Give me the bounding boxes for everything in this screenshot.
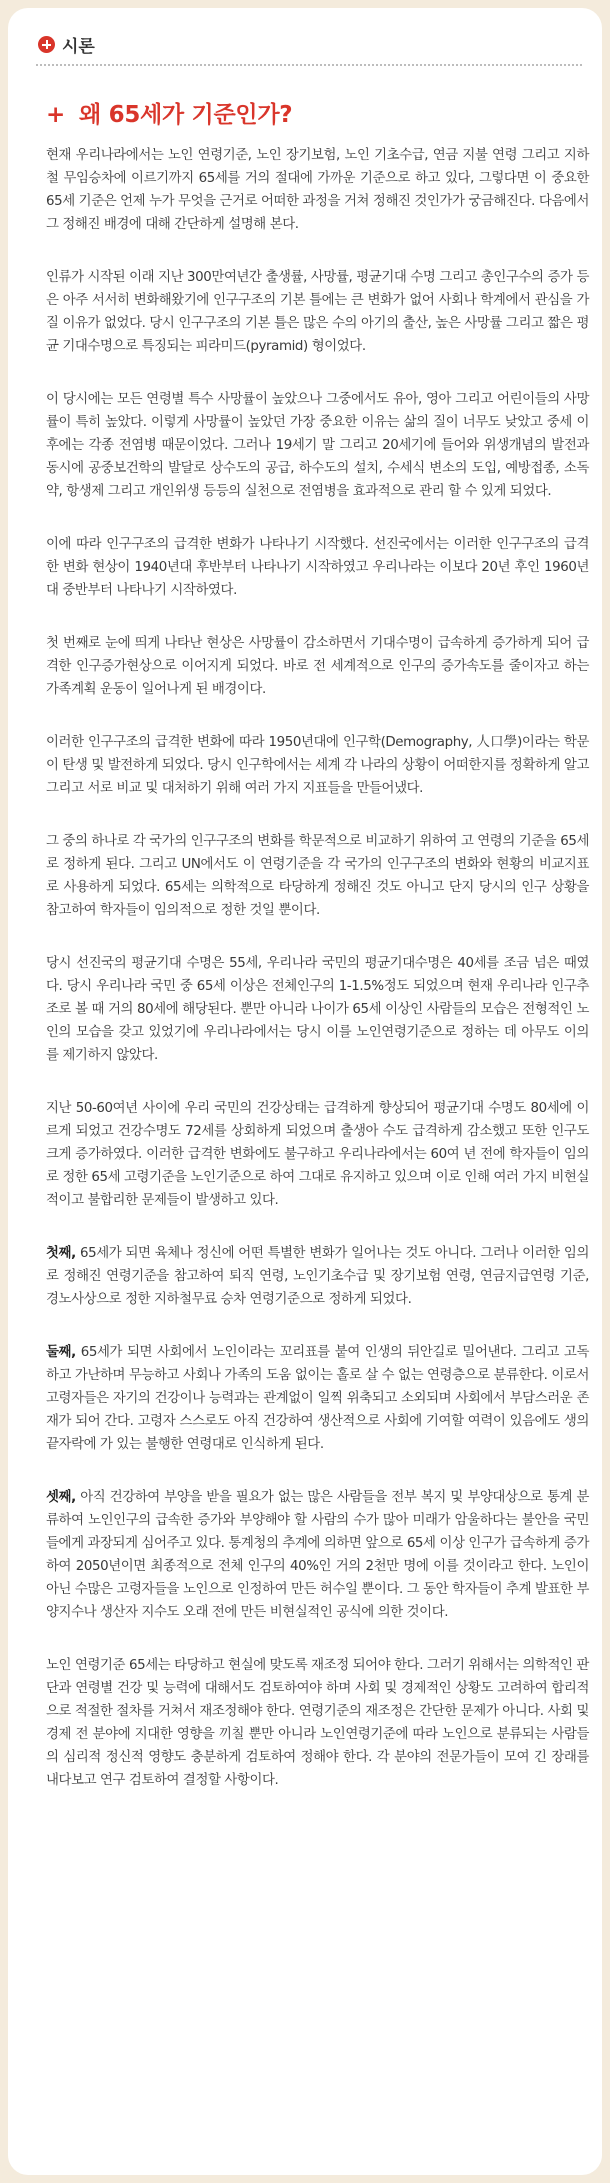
article-card	[8, 8, 602, 2175]
plus-circle-icon	[38, 36, 55, 53]
article-body	[46, 144, 589, 1822]
paragraph	[46, 731, 589, 800]
paragraph-text: 65세가 되면 사회에서 노인이라는 꼬리표를 붙여 인생의 뒤안길로 밀어낸다. 그리고 고독하고 가난하며 무능하고 사회나 가족의 도움 없이는 홀로 살 수 없는 연령층으로 분류한다. 이로서 고령자들은 자기의 건강이나 능력과는 관계없이 일찍 위축되고 소외되며 사회에서 부담스러운 존재가 되어 간다. 고령자 스스로도 아직 건강하여 생산적으로 사회에 기여할 여력이 있음에도 생의 끝자락에 가 있는 불행한 연령대로 인식하게 된다.	[46, 1345, 589, 1452]
paragraph-lead: 둘째,	[46, 1345, 76, 1360]
paragraph-text: 이에 따라 인구구조의 급격한 변화가 나타나기 시작했다. 선진국에서는 이러한 인구구조의 급격한 변화 현상이 1940년대 후반부터 나타나기 시작하였고 우리나라는 이보다 20년 후인 1960년대 중반부터 나타나기 시작하였다.	[46, 537, 589, 598]
paragraph-lead: 첫째,	[46, 1246, 76, 1261]
paragraph	[46, 533, 589, 602]
article-title	[46, 96, 292, 129]
paragraph-text: 노인 연령기준 65세는 타당하고 현실에 맞도록 재조정 되어야 한다. 그러기 위해서는 의학적인 판단과 연령별 건강 및 능력에 대해서도 검토하여야 하며 사회 및 경제적인 상황도 고려하여 합리적으로 적절한 절차를 거쳐서 재조정해야 한다. 연령기준의 재조정은 간단한 문제가 아니다. 사회 및 경제 전 분야에 지대한 영향을 끼칠 뿐만 아니라 노인연령기준에 따라 노인으로 분류되는 사람들의 심리적 정신적 영향도 충분하게 검토하여 정해야 한다. 각 분야의 전문가들이 모여 긴 장래를 내다보고 연구 검토하여 결정할 사항이다.	[46, 1658, 589, 1788]
paragraph	[46, 1486, 589, 1624]
paragraph-text: 65세가 되면 육체나 정신에 어떤 특별한 변화가 일어나는 것도 아니다. 그러나 이러한 임의로 정해진 연령기준을 참고하여 퇴직 연령, 노인기초수급 및 장기보험 연령, 연금지급연령 기준, 경노사상으로 정한 지하철무료 승차 연령기준으로 정하게 되었다.	[46, 1246, 589, 1307]
paragraph-text: 당시 선진국의 평균기대 수명은 55세, 우리나라 국민의 평균기대수명은 40세를 조금 넘은 때였다. 당시 우리나라 국민 중 65세 이상은 전체인구의 1-1.5%정도 되었으며 현재 우리나라 인구추조로 볼 때 거의 80세에 해당된다. 뿐만 아니라 나이가 65세 이상인 사람들의 모습은 전형적인 노인의 모습을 갖고 있었기에 우리나라에서는 당시 이를 노인연령기준으로 정하는 데 아무도 이의를 제기하지 않았다.	[46, 956, 589, 1063]
paragraph-text: 이 당시에는 모든 연령별 특수 사망률이 높았으나 그중에서도 유아, 영아 그리고 어린이들의 사망률이 특히 높았다. 이렇게 사망률이 높았던 가장 중요한 이유는 삶의 질이 너무도 낮았고 중세 이후에는 각종 전염병 때문이었다. 그러나 19세기 말 그리고 20세기에 들어와 위생개념의 발전과 동시에 공중보건학의 발달로 상수도의 공급, 하수도의 설치, 수세식 변소의 도입, 예방접종, 소독약, 항생제 그리고 개인위생 등등의 실천으로 전염병을 효과적으로 관리 할 수 있게 되었다.	[46, 392, 589, 499]
paragraph-text: 현재 우리나라에서는 노인 연령기준, 노인 장기보험, 노인 기초수급, 연금 지불 연령 그리고 지하철 무임승차에 이르기까지 65세를 거의 절대에 가까운 기준으로 하고 있다, 그렇다면 이 중요한 65세 기준은 언제 누가 무엇을 근거로 어떠한 과정을 거쳐 정해진 것인가가 궁금해진다. 다음에서 그 정해진 배경에 대해 간단하게 설명해 본다.	[46, 148, 589, 232]
paragraph	[46, 830, 589, 922]
paragraph	[46, 388, 589, 503]
paragraph-text: 인류가 시작된 이래 지난 300만여년간 출생률, 사망률, 평균기대 수명 그리고 총인구수의 증가 등은 아주 서서히 변화해왔기에 인구구조의 기본 틀에는 큰 변화가 없어 사회나 학계에서 관심을 가질 이유가 없었다. 당시 인구구조의 기본 틀은 많은 수의 아기의 출산, 높은 사망률 그리고 짧은 평균 기대수명으로 특징되는 피라미드(pyramid) 형이었다.	[46, 270, 589, 354]
paragraph-text: 지난 50-60여년 사이에 우리 국민의 건강상태는 급격하게 향상되어 평균기대 수명도 80세에 이르게 되었고 건강수명도 72세를 상회하게 되었으며 출생아 수도 급격하게 감소했고 또한 인구도 크게 증가하였다. 이러한 급격한 변화에도 불구하고 우리나라에서는 60여 년 전에 학자들이 임의로 정한 65세 고령기준을 노인기준으로 하여 그대로 유지하고 있으며 이로 인해 여러 가지 비현실적이고 불합리한 문제들이 발생하고 있다.	[46, 1101, 589, 1208]
paragraph-lead: 셋째,	[46, 1490, 76, 1505]
paragraph	[46, 1242, 589, 1311]
paragraph	[46, 1097, 589, 1212]
paragraph	[46, 1654, 589, 1792]
paragraph	[46, 952, 589, 1067]
section-label: 시론	[62, 37, 95, 57]
paragraph-text: 아직 건강하여 부양을 받을 필요가 없는 많은 사람들을 전부 복지 및 부양대상으로 통계 분류하여 노인인구의 급속한 증가와 부양해야 할 사람의 수가 많아 미래가 암울하다는 불안을 국민들에게 과장되게 심어주고 있다. 통계청의 추계에 의하면 앞으로 65세 이상 인구가 급속하게 증가하여 2050년이면 최종적으로 전체 인구의 40%인 거의 2천만 명에 이를 것이라고 한다. 노인이 아닌 수많은 고령자들을 노인으로 인정하여 만든 허수일 뿐이다. 그 동안 학자들이 추계 발표한 부양지수나 생산자 지수도 오래 전에 만든 비현실적인 공식에 의한 것이다.	[46, 1490, 590, 1620]
section-header	[38, 32, 95, 57]
article-title-text: 왜 65세가 기준인가?	[78, 102, 293, 128]
paragraph-text: 첫 번째로 눈에 띄게 나타난 현상은 사망률이 감소하면서 기대수명이 급속하게 증가하게 되어 급격한 인구증가현상으로 이어지게 되었다. 바로 전 세계적으로 인구의 증가속도를 줄이자고 하는 가족계획 운동이 일어나게 된 배경이다.	[46, 636, 589, 697]
paragraph	[46, 1341, 589, 1456]
paragraph-text: 이러한 인구구조의 급격한 변화에 따라 1950년대에 인구학(Demography, 人口學)이라는 학문이 탄생 및 발전하게 되었다. 당시 인구학에서는 세계 각 나라의 상황이 어떠한지를 정확하게 알고 그리고 서로 비교 및 대처하기 위해 여러 가지 지표들을 만들어냈다.	[46, 735, 589, 796]
plus-icon: +	[46, 102, 65, 128]
paragraph	[46, 632, 589, 701]
paragraph	[46, 144, 589, 236]
paragraph-text: 그 중의 하나로 각 국가의 인구구조의 변화를 학문적으로 비교하기 위하여 고 연령의 기준을 65세로 정하게 된다. 그리고 UN에서도 이 연령기준을 각 국가의 인구구조의 변화와 현황의 비교지표로 사용하게 되었다. 65세는 의학적으로 타당하게 정해진 것도 아니고 단지 당시의 인구 상황을 참고하여 학자들이 임의적으로 정한 것일 뿐이다.	[46, 834, 589, 918]
dotted-divider	[36, 64, 582, 66]
paragraph	[46, 266, 589, 358]
